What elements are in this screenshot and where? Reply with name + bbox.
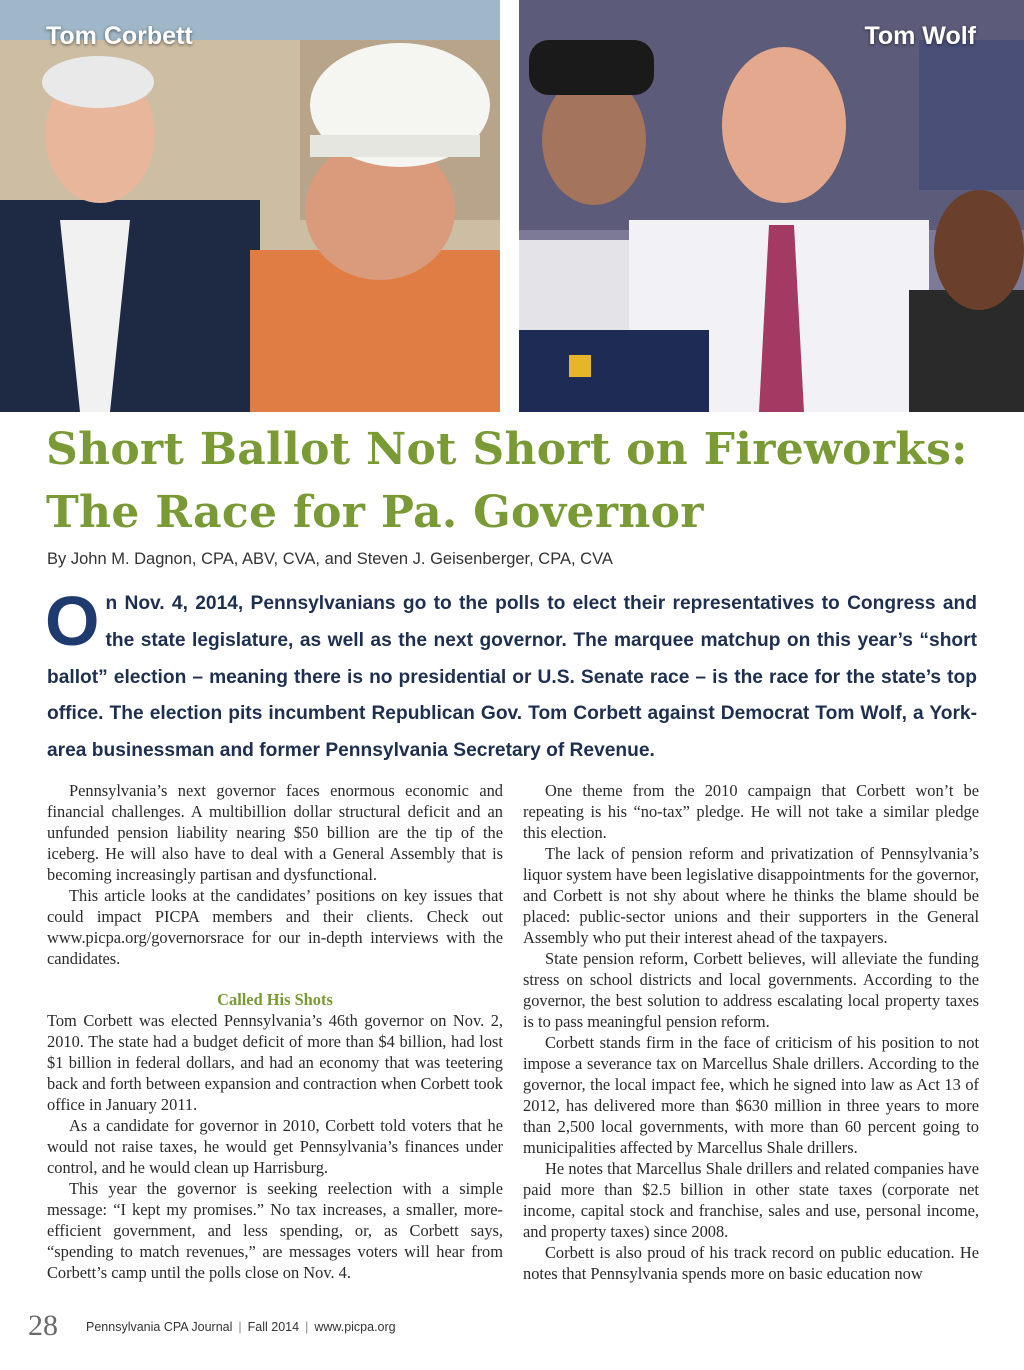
body-paragraph: As a candidate for governor in 2010, Corbett told voters that he would not raise taxes, he would get Pennsylvania’s finances under control, and he would clean up Harrisburg. xyxy=(47,1116,503,1177)
right-column xyxy=(523,780,979,1284)
footer-separator: | xyxy=(305,1320,309,1334)
body-paragraph: The lack of pension reform and privatization of Pennsylvania’s liquor system have been legislative disappointments for the governor, and Corbett is not shy about where he thinks the blame should be placed: public-sector unions and their supporters in the General Assembly who put their interest ahead of the taxpayers. xyxy=(523,844,979,947)
drop-cap: O xyxy=(45,582,100,660)
footer-publication: Pennsylvania CPA Journal xyxy=(86,1320,233,1334)
body-paragraph: Tom Corbett was elected Pennsylvania’s 46th governor on Nov. 2, 2010. The state had a budget deficit of more than $4 billion, had lost $1 billion in federal dollars, and had an economy that was teetering back and forth between expansion and contraction when Corbett took office in January 2011. xyxy=(47,1011,503,1114)
photo-caption-wolf: Tom Wolf xyxy=(864,22,976,50)
footer-issue: Fall 2014 xyxy=(247,1320,300,1334)
byline: By John M. Dagnon, CPA, ABV, CVA, and Steven J. Geisenberger, CPA, CVA xyxy=(47,550,613,568)
body-paragraph: This year the governor is seeking reelection with a simple message: “I kept my promises.” No tax increases, a smaller, more-efficient government, and less spending, or, as Corbett says, “spending to match revenues,” are messages voters will hear from Corbett’s camp until the polls close on Nov. 4. xyxy=(47,1179,503,1282)
photo-tom-corbett xyxy=(0,0,500,412)
headline-line-2: The Race for Pa. Governor xyxy=(46,487,704,538)
corbett-photo-illustration xyxy=(0,0,500,412)
body-paragraph: Corbett stands firm in the face of criticism of his position to not impose a severance tax on Marcellus Shale drillers. According to the governor, the local impact fee, which he signed into law as Act 13 of 2012, has delivered more than $630 million in three years to more than 2,500 local governments, with more than 60 percent going to municipalities affected by Marcellus Shale drillers. xyxy=(523,1033,979,1157)
wolf-photo-illustration xyxy=(519,0,1024,412)
body-paragraph: Pennsylvania’s next governor faces enormous economic and financial challenges. A multibillion dollar structural deficit and an unfunded pension liability nearing $50 billion are the tip of the iceberg. He will also have to deal with a General Assembly that is becoming increasingly partisan and dysfunctional. xyxy=(47,781,503,884)
lead-paragraph xyxy=(45,582,977,770)
body-paragraph: One theme from the 2010 campaign that Corbett won’t be repeating is his “no-tax” pledge. He will not take a similar pledge this election. xyxy=(523,781,979,842)
body-paragraph: State pension reform, Corbett believes, will alleviate the funding stress on school districts and local governments. According to the governor, the best solution to address escalating local property taxes is to pass meaningful pension reform. xyxy=(523,949,979,1031)
page-number: 28 xyxy=(28,1309,58,1342)
photo-tom-wolf xyxy=(519,0,1024,412)
body-paragraph: He notes that Marcellus Shale drillers and related companies have paid more than $2.5 billion in other state taxes (corporate net income, capital stock and franchise, sales and use, personal income, and property taxes) since 2008. xyxy=(523,1159,979,1241)
body-paragraph: Corbett is also proud of his track record on public education. He notes that Pennsylvania spends more on basic education now xyxy=(523,1243,979,1283)
headline-line-1: Short Ballot Not Short on Fireworks: xyxy=(46,424,968,475)
article-headline xyxy=(46,418,1006,544)
footer-info xyxy=(86,1320,396,1334)
footer-website[interactable]: www.picpa.org xyxy=(314,1320,396,1334)
lead-text: n Nov. 4, 2014, Pennsylvanians go to the polls to elect their representatives to Congress and the state legislature, as well as the next governor. The marquee matchup on this year’s “short ballot” election – meaning there is no presidential or U.S. Senate race – is the race for the state’s top office. The election pits incumbent Republican Gov. Tom Corbett against Democrat Tom Wolf, a York-area businessman and former Pennsylvania Secretary of Revenue. xyxy=(47,593,977,762)
body-paragraph: This article looks at the candidates’ positions on key issues that could impact PICPA members and their clients. Check out www.picpa.org/governorsrace for our in-depth interviews with the candidates. xyxy=(47,886,503,968)
footer-separator: | xyxy=(238,1320,242,1334)
section-heading: Called His Shots xyxy=(217,990,333,1009)
photo-caption-corbett: Tom Corbett xyxy=(46,22,193,50)
left-column xyxy=(47,780,503,1283)
photo-divider xyxy=(500,0,519,412)
